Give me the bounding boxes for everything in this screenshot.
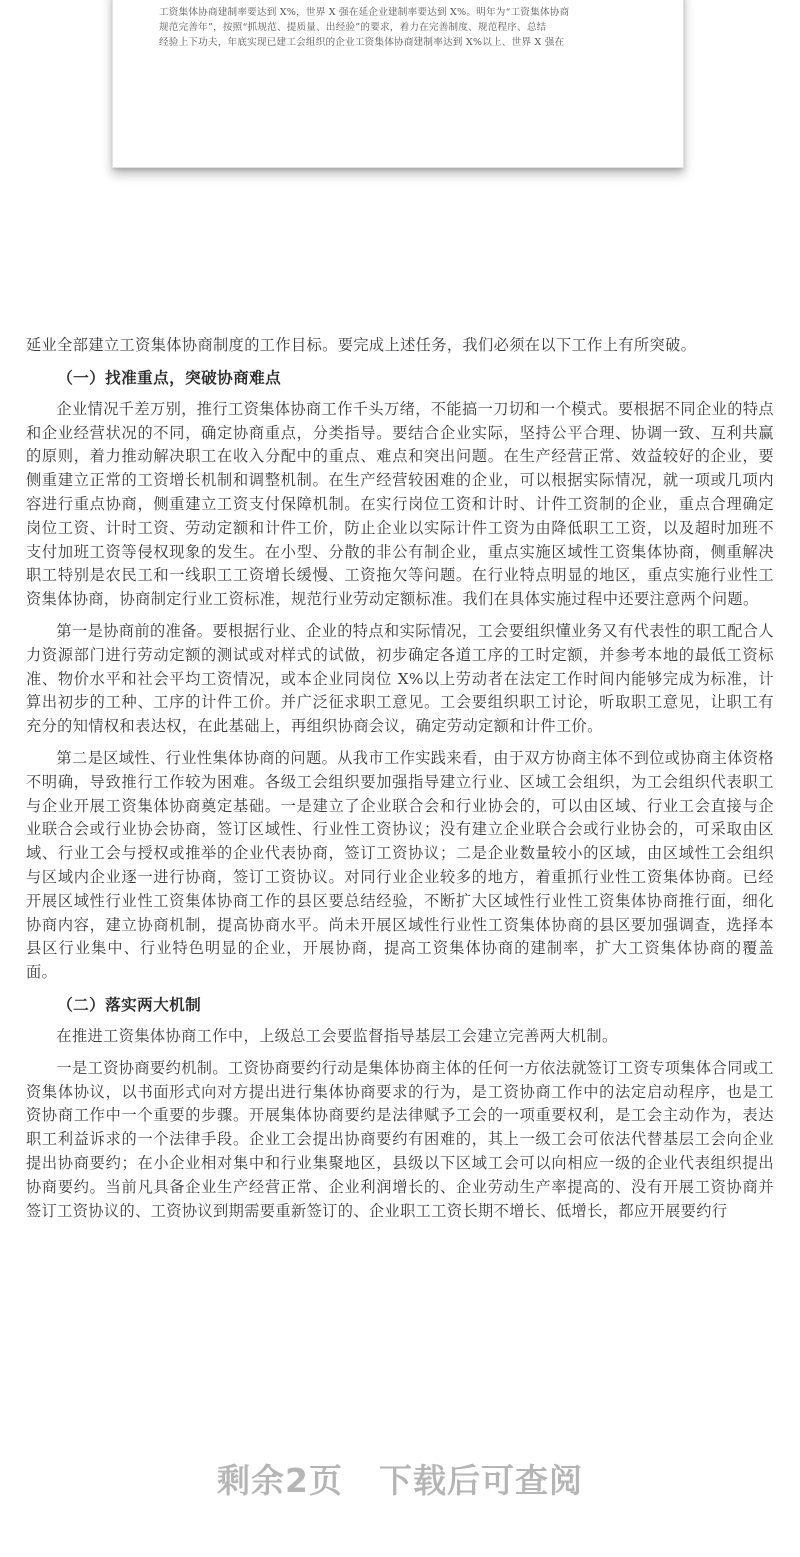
paragraph: 第一是协商前的准备。要根据行业、企业的特点和实际情况，工会要组织懂业务又有代表性的职工配合人力资源部门进行劳动定额的测试或对样式的试做，初步确定各道工序的工时定额，并参考本地的最低工资标准、物价水平和社会平均工资情况，或本企业同岗位 X%以上劳动者在法定工作时间内能够完成为标准，计算出初步的工种、工序的计件工价。并广泛征求职工意见。工会要组织职工讨论，听取职工意见，让职工有充分的知情权和表达权，在此基础上，再组织协商会议，确定劳动定额和计件工价。: [26, 621, 774, 736]
preview-text: [159, 5, 649, 50]
preview-line: 规范完善年”，按照“抓规范、提质量、出经验”的要求，着力在完善制度、规范程序、总结: [159, 22, 547, 33]
section-heading: （一）找准重点，突破协商难点: [57, 367, 282, 387]
preview-line: 工资集体协商建制率要达到 X%，世界 X 强在延企业建制率要达到 X%。明年为“工资集体协商: [159, 7, 570, 18]
page-preview-card: [112, 0, 684, 168]
document-body: [26, 334, 774, 1231]
download-to-view-label[interactable]: 下载后可查阅: [378, 1461, 583, 1500]
section-heading: （二）落实两大机制: [57, 994, 202, 1014]
paragraph: 延业全部建立工资集体协商制度的工作目标。要完成上述任务，我们必须在以下工作上有所突破。: [26, 336, 697, 354]
paragraph: 在推进工资集体协商工作中，上级总工会要监督指导基层工会建立完善两大机制。: [56, 1026, 618, 1045]
preview-line: 经验上下功夫，年底实现已建工会组织的企业工资集体协商建制率达到 X%以上、世界 X 强在: [159, 37, 565, 48]
download-prompt[interactable]: [0, 1455, 800, 1502]
paragraph: 一是工资协商要约机制。工资协商要约行动是集体协商主体的任何一方依法就签订工资专项集体合同或工资集体协议，以书面形式向对方提出进行集体协商要求的行为，是工资协商工作中的法定启动程序，也是工资协商工作中一个重要的步骤。开展集体协商要约是法律赋予工会的一项重要权利，是工会主动作为，表达职工利益诉求的一个法律手段。企业工会提出协商要约有困难的，其上一级工会可依法代替基层工会向企业提出协商要约；在小企业相对集中和行业集聚地区，县级以下区域工会可以向相应一级的企业代表组织提出协商要约。当前凡具备企业生产经营正常、企业利润增长的、企业劳动生产率提高的、没有开展工资协商并签订工资协议的、工资协议到期需要重新签订的、企业职工工资长期不增长、低增长，都应开展要约行: [26, 1058, 774, 1220]
paragraph: 第二是区域性、行业性集体协商的问题。从我市工作实践来看，由于双方协商主体不到位或协商主体资格不明确，导致推行工作较为困难。各级工会组织要加强指导建立行业、区域工会组织，为工会组织代表职工与企业开展工资集体协商奠定基础。一是建立了企业联合会和行业协会的，可以由区域、行业工会直接与企业联合会或行业协会协商，签订区域性、行业性工资协议；没有建立企业联合会或行业协会的，可采取由区域、行业工会与授权或推举的企业代表协商，签订工资协议；二是企业数量较小的区域，由区域性工会组织与区域内企业逐一进行协商，签订工资协议。对同行业企业较多的地方，着重抓行业性工资集体协商。已经开展区域性行业性工资集体协商工作的县区要总结经验，不断扩大区域性行业性工资集体协商推行面，细化协商内容，建立协商机制，提高协商水平。尚未开展区域性行业性工资集体协商的县区要加强调查，选择本县区行业集中、行业特色明显的企业，开展协商，提高工资集体协商的建制率，扩大工资集体协商的覆盖面。: [26, 748, 774, 982]
remaining-pages-label: 剩余2页: [217, 1461, 343, 1500]
paragraph: 企业情况千差万别，推行工资集体协商工作千头万绪，不能搞一刀切和一个模式。要根据不同企业的特点和企业经营状况的不同，确定协商重点，分类指导。要结合企业实际，坚持公平合理、协调一致、互利共赢的原则，着力推动解决职工在收入分配中的重点、难点和突出问题。在生产经营正常、效益较好的企业，要侧重建立正常的工资增长机制和调整机制。在生产经营较困难的企业，可以根据实际情况，就一项或几项内容进行重点协商，侧重建立工资支付保障机制。在实行岗位工资和计时、计件工资制的企业，重点合理确定岗位工资、计时工资、劳动定额和计件工价，防止企业以实际计件工资为由降低职工工资，以及超时加班不支付加班工资等侵权现象的发生。在小型、分散的非公有制企业，重点实施区域性工资集体协商，侧重解决职工特别是农民工和一线职工工资增长缓慢、工资拖欠等问题。在行业特点明显的地区，重点实施行业性工资集体协商，协商制定行业工资标准，规范行业劳动定额标准。我们在具体实施过程中还要注意两个问题。: [26, 399, 774, 609]
